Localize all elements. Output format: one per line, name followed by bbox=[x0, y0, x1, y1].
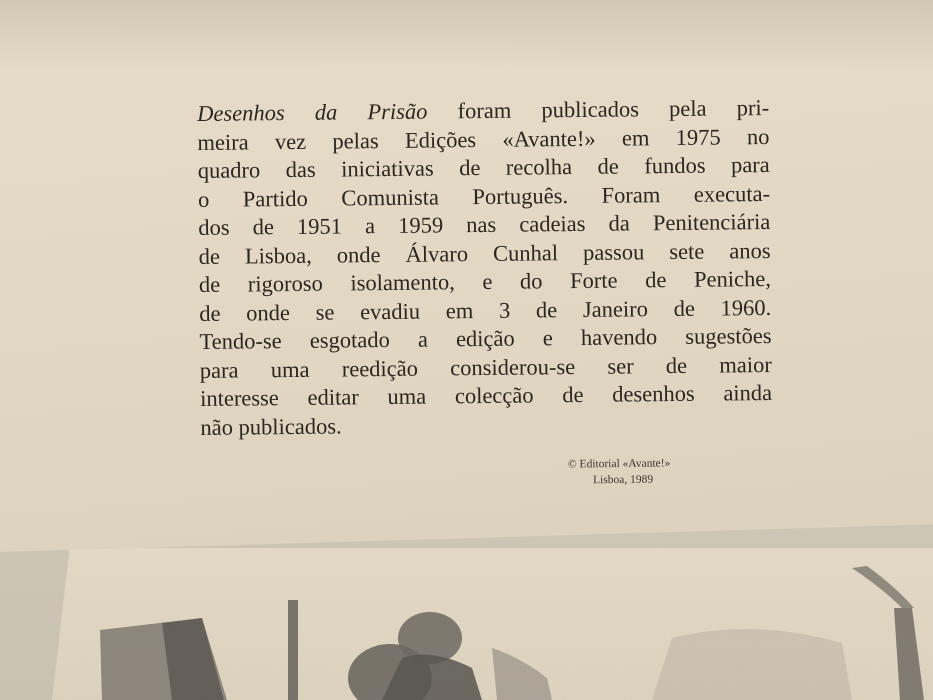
foreword-text bbox=[197, 94, 773, 442]
text-line: para uma reedição considerou-se ser de maior bbox=[199, 351, 772, 383]
text-line: meira vez pelas Edições «Avante!» em 1975 no bbox=[197, 123, 770, 155]
colophon bbox=[568, 455, 671, 488]
text-line: interesse editar uma colecção de desenhos ainda bbox=[199, 379, 773, 411]
text-line: Desenhos da Prisão foram publicados pela pri- bbox=[197, 95, 770, 126]
text-line: de Lisboa, onde Álvaro Cunhal passou sete anos bbox=[198, 237, 771, 269]
place-date-line: Lisboa, 1989 bbox=[593, 473, 654, 487]
text-line: quadro das iniciativas de recolha de fundos para bbox=[197, 152, 770, 183]
book-title: Desenhos da Prisão bbox=[197, 98, 428, 126]
text-line: Tendo-se esgotado a edição e havendo sugestões bbox=[199, 322, 772, 354]
text-line: de onde se evadiu em 3 de Janeiro de 1960. bbox=[199, 294, 772, 326]
drawing-sheet bbox=[52, 548, 933, 700]
text-line: de rigoroso isolamento, e do Forte de Peniche, bbox=[198, 266, 772, 297]
text-line: o Partido Comunista Português. Foram executa- bbox=[197, 180, 771, 212]
text-line: dos de 1951 a 1959 nas cadeias da Penitenciária bbox=[198, 209, 771, 240]
publisher-line: © Editorial «Avante!» bbox=[567, 457, 671, 471]
pencil-drawing bbox=[52, 548, 933, 700]
text-line: não publicados. bbox=[200, 413, 342, 440]
